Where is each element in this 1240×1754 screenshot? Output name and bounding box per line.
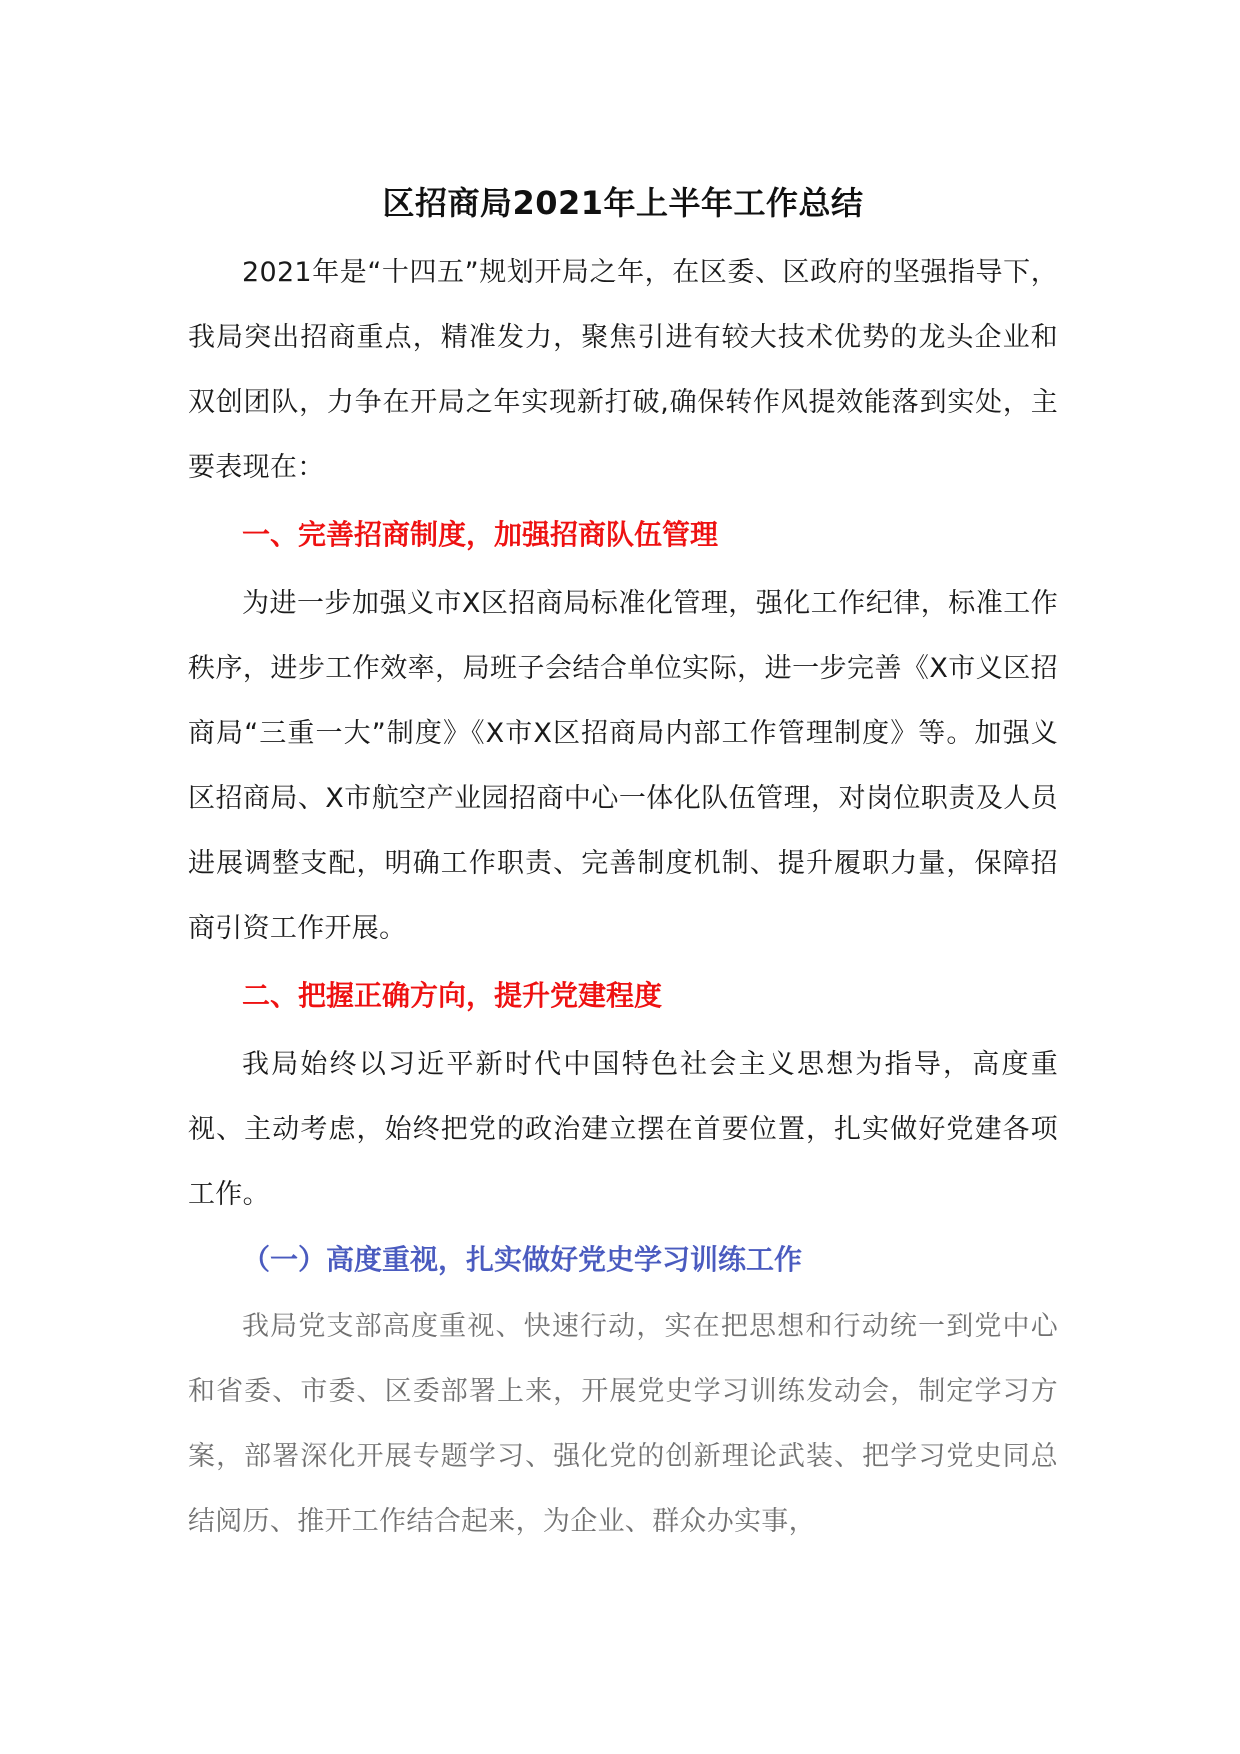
subsection-1-paragraph: 我局党支部高度重视、快速行动，实在把思想和行动统一到党中心和省委、市委、区委部署上来，开展党史学习训练发动会，制定学习方案，部署深化开展专题学习、强化党的创新理论武装、把学习党史同总结阅历、推开工作结合起来，为企业、群众办实事， [188,1311,1058,1537]
document-title: 区招商局2021年上半年工作总结 [382,184,864,222]
document-content [188,174,1058,1554]
intro-paragraph: 2021年是“十四五”规划开局之年，在区委、区政府的坚强指导下，我局突出招商重点，精准发力，聚焦引进有较大技术优势的龙头企业和双创团队，力争在开局之年实现新打破,确保转作风提效能落到实处，主要表现在： [188,257,1058,483]
section-2-heading: 二、把握正确方向，提升党建程度 [242,979,663,1012]
subsection-1-heading: （一）高度重视，扎实做好党史学习训练工作 [242,1243,803,1276]
section-2-paragraph: 我局始终以习近平新时代中国特色社会主义思想为指导，高度重视、主动考虑，始终把党的政治建立摆在首要位置，扎实做好党建各项工作。 [188,1049,1058,1210]
section-1-paragraph: 为进一步加强义市X区招商局标准化管理，强化工作纪律，标准工作秩序，进步工作效率，局班子会结合单位实际，进一步完善《X市义区招商局“三重一大”制度》《X市X区招商局内部工作管理制度》等。加强义区招商局、X市航空产业园招商中心一体化队伍管理，对岗位职责及人员进展调整支配，明确工作职责、完善制度机制、提升履职力量，保障招商引资工作开展。 [188,588,1058,944]
section-1-heading: 一、完善招商制度，加强招商队伍管理 [242,518,719,551]
